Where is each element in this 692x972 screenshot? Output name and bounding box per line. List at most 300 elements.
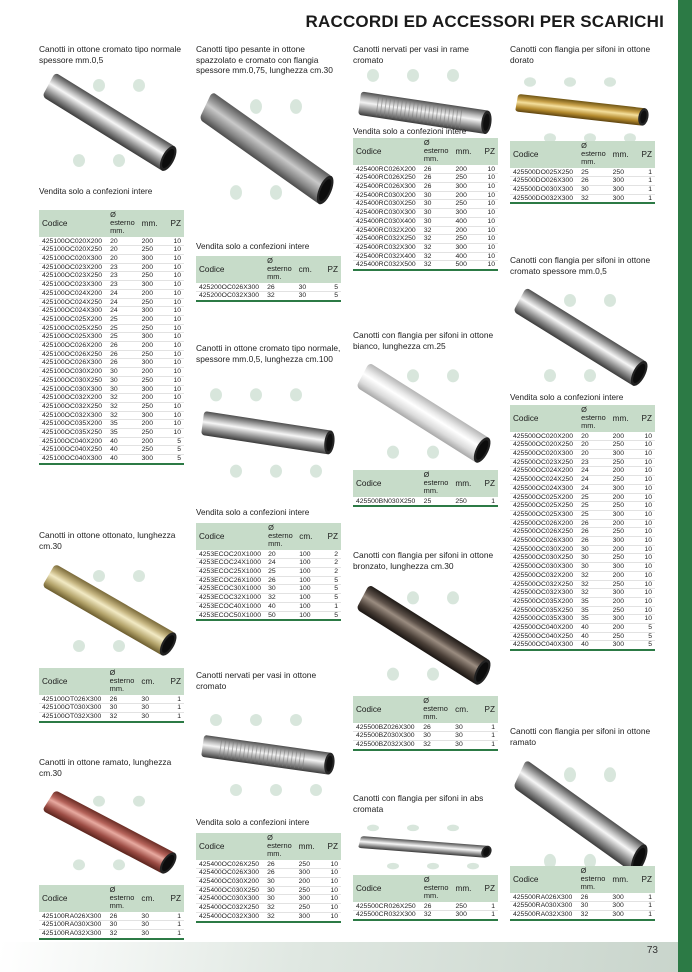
cell-length: 200 [610, 467, 635, 476]
table-row [39, 272, 184, 281]
col-ext-line3: mm. [581, 157, 596, 167]
cell-code: 4253ECOC20X1000 [196, 550, 265, 559]
cell-length: 30 [138, 912, 163, 921]
table-row [510, 537, 655, 546]
cell-pieces: 10 [163, 376, 184, 385]
cell-pieces: 10 [634, 493, 655, 502]
cell-length: 250 [296, 904, 321, 913]
description-line: cm.30 [39, 767, 62, 778]
table-row [353, 252, 498, 261]
cell-code: 425100OC025X200 [39, 315, 107, 324]
table-row [196, 559, 341, 568]
cell-pieces: 1 [163, 704, 184, 713]
cell-length: 250 [610, 458, 635, 467]
cell-pieces: 10 [634, 519, 655, 528]
col-ext-line1: Ø [581, 141, 587, 150]
cell-length: 250 [139, 429, 164, 438]
table-row [39, 307, 184, 316]
cell-length: 30 [138, 930, 163, 939]
product-table [510, 405, 655, 651]
col-ext-line1: Ø [109, 885, 116, 894]
col-codice: Codice [510, 405, 578, 432]
package-note: Vendita solo a confezioni intere [510, 393, 624, 402]
cell-diameter: 26 [578, 893, 610, 902]
product-image [510, 279, 655, 397]
cell-pieces: 10 [634, 580, 655, 589]
cell-diameter: 25 [578, 168, 610, 177]
cell-pieces: 1 [477, 741, 498, 750]
col-length: mm. [453, 875, 478, 902]
pipe-image [39, 556, 184, 666]
cell-code: 425100OC024X200 [39, 289, 107, 298]
description-line: Canotti con flangia per sifoni in ottone [510, 44, 651, 54]
cell-length: 300 [610, 186, 635, 195]
col-ext-line3: mm. [267, 849, 282, 859]
cell-code: 425500OC032X300 [510, 589, 578, 598]
cell-length: 250 [610, 580, 635, 589]
table-row [510, 641, 655, 650]
cell-pieces: 10 [477, 174, 498, 183]
col-codice: Codice [39, 210, 107, 237]
cell-diameter: 26 [264, 283, 296, 292]
table-row [510, 615, 655, 624]
package-note: Vendita solo a confezioni intere [353, 127, 467, 136]
cell-code: 425100OC020X250 [39, 246, 107, 255]
cell-code: 425500OC040X200 [510, 624, 578, 633]
cell-pieces: 1 [634, 186, 655, 195]
col-codice: Codice [353, 470, 421, 497]
cell-diameter: 26 [265, 576, 296, 585]
col-codice: Codice [196, 256, 264, 283]
table-header-row [196, 833, 341, 860]
cell-code: 425400RC030X400 [353, 217, 421, 226]
product-description [510, 44, 650, 65]
cell-diameter: 26 [578, 177, 610, 186]
cell-length: 300 [139, 411, 164, 420]
cell-pieces: 10 [163, 246, 184, 255]
cell-code: 425100RA026X300 [39, 912, 107, 921]
cell-length: 250 [139, 272, 164, 281]
table-row [39, 246, 184, 255]
cell-pieces: 10 [634, 450, 655, 459]
table-row [196, 886, 341, 895]
cell-length: 250 [139, 446, 164, 455]
cell-diameter: 30 [107, 921, 139, 930]
description-line: Canotti in ottone cromato tipo normale [39, 44, 181, 54]
table-row [510, 554, 655, 563]
cell-code: 425500OC024X300 [510, 484, 578, 493]
cell-diameter: 32 [421, 911, 453, 920]
cell-code: 425100OC032X300 [39, 411, 107, 420]
cell-diameter: 20 [265, 550, 296, 559]
col-ext-line1: Ø [267, 833, 273, 842]
cell-length: 200 [139, 237, 164, 246]
cell-pieces: 10 [320, 878, 341, 887]
cell-length: 300 [453, 183, 478, 192]
cell-code: 425400RC030X250 [353, 200, 421, 209]
table-row [353, 165, 498, 174]
cell-length: 300 [610, 450, 635, 459]
product-description [510, 726, 650, 747]
cell-diameter: 23 [107, 263, 139, 272]
col-ext-line3: mm. [109, 901, 125, 911]
cell-code: 425100OC026X300 [39, 359, 107, 368]
cell-diameter: 24 [265, 559, 296, 568]
table-row [510, 597, 655, 606]
cell-diameter: 40 [107, 446, 139, 455]
cell-length: 200 [453, 226, 478, 235]
description-line: cromato spessore mm.0,5 [510, 265, 607, 276]
description-line: Canotti nervati per vasi in ottone [196, 670, 317, 680]
cell-diameter: 26 [107, 695, 139, 704]
cell-code: 425100OT026X300 [39, 695, 107, 704]
col-codice: Codice [510, 866, 578, 893]
col-codice: Codice [39, 668, 107, 695]
cell-diameter: 26 [578, 537, 610, 546]
table-row [510, 476, 655, 485]
cell-pieces: 10 [634, 502, 655, 511]
cell-diameter: 23 [578, 458, 610, 467]
cell-diameter: 26 [107, 359, 139, 368]
col-external-diameter [264, 256, 296, 283]
col-length: cm. [296, 523, 320, 550]
table-row [39, 350, 184, 359]
cell-code: 425100OC024X300 [39, 307, 107, 316]
product-table [196, 256, 341, 302]
cell-length: 300 [139, 255, 164, 264]
cell-pieces: 10 [163, 289, 184, 298]
cell-diameter: 40 [265, 602, 296, 611]
col-ext-line2: esterno [109, 893, 135, 903]
cell-pieces: 10 [634, 615, 655, 624]
cell-length: 250 [139, 324, 164, 333]
cell-length: 200 [610, 624, 635, 633]
cell-pieces: 10 [163, 272, 184, 281]
col-external-diameter [107, 668, 139, 695]
col-external-diameter [107, 885, 139, 912]
cell-diameter: 25 [265, 568, 296, 577]
table-row [353, 261, 498, 270]
cell-pieces: 10 [634, 589, 655, 598]
cell-length: 200 [139, 420, 164, 429]
cell-code: 4253ECOC25X1000 [196, 568, 265, 577]
pipe-image [196, 373, 341, 493]
cell-diameter: 25 [107, 315, 139, 324]
cell-pieces: 10 [634, 571, 655, 580]
cell-length: 30 [296, 283, 321, 292]
table-row [510, 580, 655, 589]
table-row [510, 893, 655, 902]
cell-length: 30 [138, 695, 163, 704]
col-ext-line2: esterno [423, 146, 449, 156]
cell-pieces: 10 [163, 307, 184, 316]
description-line: spessore mm.0,75, lunghezza cm.30 [196, 65, 333, 75]
cell-diameter: 32 [264, 912, 296, 921]
cell-length: 300 [139, 385, 164, 394]
table-row [353, 226, 498, 235]
cell-code: 425400RC026X200 [353, 165, 421, 174]
col-ext-line1: Ø [110, 210, 116, 219]
table-row [39, 263, 184, 272]
cell-length: 30 [138, 713, 163, 722]
cell-code: 425500OC025X200 [510, 493, 578, 502]
cell-code: 425100OC040X300 [39, 455, 107, 464]
col-ext-line3: mm. [423, 891, 439, 901]
cell-diameter: 32 [421, 252, 453, 261]
cell-code: 425500OC032X250 [510, 580, 578, 589]
product-description [353, 793, 483, 814]
cell-pieces: 1 [163, 695, 184, 704]
cell-pieces: 1 [163, 921, 184, 930]
cell-length: 30 [452, 732, 477, 741]
table-row [510, 186, 655, 195]
description-line: cm.30 [39, 540, 62, 551]
col-external-diameter [421, 470, 453, 497]
pipe-image [510, 279, 655, 397]
cell-pieces: 10 [163, 263, 184, 272]
cell-code: 425100OC030X200 [39, 368, 107, 377]
table-row [510, 458, 655, 467]
table-row [196, 869, 341, 878]
cell-diameter: 26 [107, 342, 139, 351]
table-header-row [196, 256, 341, 283]
cell-pieces: 5 [163, 455, 184, 464]
cell-pieces: 10 [634, 458, 655, 467]
col-ext-line2: esterno [423, 883, 449, 893]
table-row [510, 911, 655, 920]
pipe-image [196, 700, 341, 810]
table-header-row [196, 523, 341, 550]
cell-length: 250 [610, 441, 635, 450]
cell-length: 200 [453, 165, 478, 174]
col-ext-line2: esterno [268, 531, 293, 541]
cell-pieces: 1 [321, 602, 341, 611]
col-ext-line2: esterno [267, 264, 292, 274]
product-image [353, 817, 498, 877]
cell-diameter: 26 [578, 519, 610, 528]
col-ext-line2: esterno [580, 874, 606, 884]
cell-pieces: 10 [163, 255, 184, 264]
cell-diameter: 30 [578, 545, 610, 554]
table-row [39, 912, 184, 921]
cell-diameter: 20 [107, 237, 139, 246]
cell-length: 250 [610, 606, 635, 615]
cell-code: 425100OT032X300 [39, 713, 107, 722]
cell-code: 425400RC032X500 [353, 261, 421, 270]
col-external-diameter [421, 875, 453, 902]
cell-pieces: 2 [321, 568, 341, 577]
cell-code: 425500DO025X250 [510, 168, 578, 177]
cell-code: 425100RA032X300 [39, 930, 107, 939]
cell-length: 250 [139, 376, 164, 385]
cell-length: 300 [610, 484, 635, 493]
cell-code: 425400OC030X250 [196, 886, 264, 895]
cell-pieces: 10 [163, 359, 184, 368]
cell-diameter: 30 [421, 191, 453, 200]
table-row [196, 860, 341, 869]
package-note: Vendita solo a confezioni intere [196, 818, 310, 827]
product-image [39, 556, 184, 666]
cell-length: 100 [296, 585, 320, 594]
table-row [510, 902, 655, 911]
cell-pieces: 5 [634, 624, 655, 633]
cell-length: 100 [296, 594, 320, 603]
table-row [39, 237, 184, 246]
product-description [39, 757, 171, 778]
col-ext-line3: mm. [423, 486, 439, 496]
cell-diameter: 40 [107, 455, 139, 464]
product-table [39, 668, 184, 723]
cell-diameter: 20 [578, 441, 610, 450]
cell-code: 425200OC032X300 [196, 292, 264, 301]
cell-length: 200 [453, 191, 478, 200]
cell-diameter: 40 [107, 437, 139, 446]
product-description [39, 44, 181, 65]
product-image [196, 82, 341, 217]
cell-pieces: 5 [634, 641, 655, 650]
cell-length: 400 [453, 217, 478, 226]
cell-length: 250 [139, 350, 164, 359]
cell-code: 425400RC032X250 [353, 235, 421, 244]
col-ext-line2: esterno [109, 676, 135, 686]
cell-pieces: 5 [321, 576, 341, 585]
cell-pieces: 1 [634, 902, 655, 911]
cell-code: 425100OC025X250 [39, 324, 107, 333]
cell-pieces: 10 [634, 441, 655, 450]
cell-length: 300 [610, 177, 635, 186]
cell-length: 200 [610, 519, 635, 528]
package-note: Vendita solo a confezioni intere [39, 187, 153, 196]
product-table [196, 833, 341, 923]
cell-pieces: 5 [634, 632, 655, 641]
page-title: RACCORDI ED ACCESSORI PER SCARICHI [305, 12, 664, 31]
cell-length: 300 [610, 641, 635, 650]
table-row [39, 324, 184, 333]
pipe-image [39, 783, 184, 883]
cell-length: 300 [610, 589, 635, 598]
col-external-diameter [578, 141, 610, 168]
cell-diameter: 32 [107, 930, 139, 939]
table-row [39, 446, 184, 455]
table-header-row [353, 138, 498, 165]
cell-pieces: 10 [477, 200, 498, 209]
cell-length: 300 [453, 911, 478, 920]
cell-diameter: 30 [578, 902, 610, 911]
cell-pieces: 10 [477, 252, 498, 261]
cell-diameter: 25 [107, 333, 139, 342]
cell-code: 425500OC040X250 [510, 632, 578, 641]
col-pz: PZ [163, 210, 184, 237]
col-pz: PZ [634, 141, 655, 168]
table-row [39, 930, 184, 939]
table-row [510, 624, 655, 633]
cell-diameter: 32 [578, 911, 610, 920]
cell-code: 425500BN030X250 [353, 497, 421, 506]
table-row [353, 217, 498, 226]
product-image [39, 783, 184, 883]
col-length: mm. [610, 405, 635, 432]
cell-code: 4253ECOC24X1000 [196, 559, 265, 568]
col-ext-line3: mm. [109, 684, 125, 694]
cell-code: 4253ECOC32X1000 [196, 594, 265, 603]
cell-code: 425500BZ032X300 [353, 741, 420, 750]
cell-pieces: 1 [477, 723, 498, 732]
col-length: mm. [139, 210, 164, 237]
cell-length: 250 [452, 497, 477, 506]
cell-length: 200 [139, 263, 164, 272]
cell-pieces: 10 [163, 394, 184, 403]
cell-code: 425100OC040X250 [39, 446, 107, 455]
cell-pieces: 10 [477, 261, 498, 270]
table-row [353, 200, 498, 209]
cell-code: 425500OC026X300 [510, 537, 578, 546]
table-row [196, 292, 341, 301]
cell-pieces: 10 [163, 368, 184, 377]
cell-pieces: 10 [634, 510, 655, 519]
cell-length: 300 [610, 537, 635, 546]
cell-diameter: 32 [107, 713, 139, 722]
cell-length: 250 [610, 528, 635, 537]
table-row [510, 432, 655, 441]
cell-pieces: 10 [634, 537, 655, 546]
cell-diameter: 26 [421, 183, 453, 192]
product-table [196, 523, 341, 621]
cell-diameter: 25 [578, 510, 610, 519]
col-length: cm. [138, 668, 163, 695]
description-line: bronzato, lunghezza cm.30 [353, 560, 454, 571]
cell-code: 425100OT030X300 [39, 704, 107, 713]
pipe-image [39, 64, 184, 182]
cell-pieces: 10 [320, 869, 341, 878]
product-image [196, 700, 341, 810]
cell-code: 425100OC025X300 [39, 333, 107, 342]
cell-pieces: 10 [163, 342, 184, 351]
cell-code: 425400RC026X300 [353, 183, 421, 192]
table-row [510, 177, 655, 186]
cell-code: 425100OC035X200 [39, 420, 107, 429]
cell-diameter: 32 [107, 394, 139, 403]
table-row [353, 243, 498, 252]
cell-pieces: 10 [163, 385, 184, 394]
description-line: spazzolato e cromato con flangia [196, 54, 319, 65]
cell-pieces: 1 [477, 911, 498, 920]
col-codice: Codice [196, 523, 265, 550]
cell-diameter: 35 [578, 606, 610, 615]
table-row [39, 921, 184, 930]
cell-pieces: 2 [321, 559, 341, 568]
cell-diameter: 20 [107, 246, 139, 255]
col-ext-line1: Ø [423, 470, 430, 479]
cell-length: 300 [609, 902, 634, 911]
table-row [353, 723, 498, 732]
cell-code: 425500OC020X250 [510, 441, 578, 450]
cell-length: 250 [610, 554, 635, 563]
table-row [510, 467, 655, 476]
cell-pieces: 5 [321, 611, 341, 620]
cell-length: 250 [610, 168, 635, 177]
col-pz: PZ [320, 256, 341, 283]
table-row [39, 333, 184, 342]
cell-pieces: 10 [163, 429, 184, 438]
product-image [39, 64, 184, 182]
table-row [196, 912, 341, 921]
product-description [39, 530, 175, 551]
product-table [353, 696, 498, 751]
table-row [510, 563, 655, 572]
cell-code: 425100OC040X200 [39, 437, 107, 446]
cell-length: 250 [610, 502, 635, 511]
table-row [196, 904, 341, 913]
